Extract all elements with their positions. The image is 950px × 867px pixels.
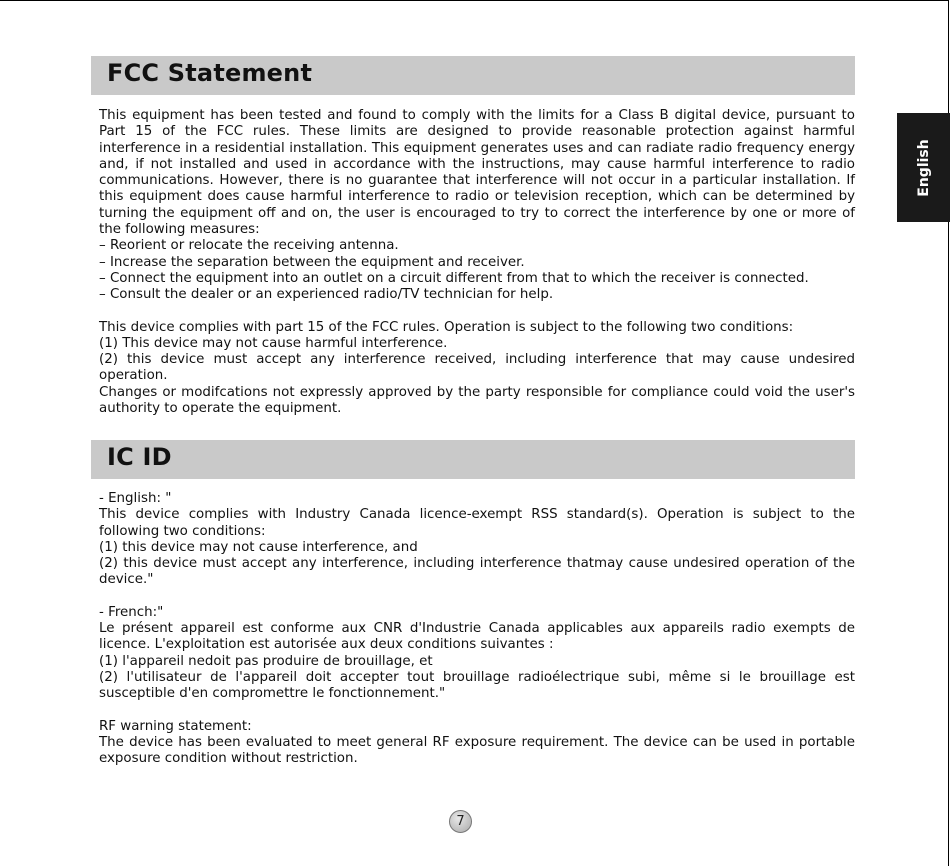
ic-english-text: This device complies with Industry Canada licence-exempt RSS standard(s). Operation is subject to the following two conditions: <box>99 507 855 539</box>
fcc-section-header <box>91 56 855 95</box>
ic-french-condition-2: (2) l'utilisateur de l'appareil doit accepter tout brouillage radioélectrique subi, même si le brouillage est susceptible d'en compromettre le fonctionnement." <box>99 669 855 702</box>
ic-english-condition-1: (1) this device may not cause interference, and <box>99 539 418 555</box>
fcc-paragraph-1: This equipment has been tested and found to comply with the limits for a Class B digital device, pursuant to Part 15 of the FCC rules. These limits are designed to provide reasonable protection against harmful interference in a residential installation. This equipment generates uses and can radiate radio frequency energy and, if not installed and used in accordance with the instructions, may cause harmful interference to radio communications. However, there is no guarantee that interference will not occur in a particular installation. If this equipment does cause harmful interference to radio or television reception, which can be determined by turning the equipment off and on, the user is encouraged to try to correct the interference by one or more of the following measures: <box>99 108 855 238</box>
ic-english-condition-2: (2) this device must accept any interference, including interference thatmay cause undesired operation of the device." <box>99 556 855 588</box>
fcc-body <box>99 108 855 417</box>
rf-warning-title: RF warning statement: <box>99 718 252 734</box>
fcc-condition-2: (2) this device must accept any interference received, including interference that may cause undesired operation. <box>99 352 855 384</box>
ic-title: IC ID <box>107 443 172 471</box>
language-tab-label: English <box>915 138 932 197</box>
fcc-measure-1: – Reorient or relocate the receiving antenna. <box>99 238 399 254</box>
ic-body <box>99 491 855 767</box>
fcc-title: FCC Statement <box>107 59 313 87</box>
ic-english-label: - English: " <box>99 491 172 506</box>
ic-french-text: Le présent appareil est conforme aux CNR d'Industrie Canada applicables aux appareils radio exempts de licence. L'exploitation est autorisée aux deux conditions suivantes : <box>99 621 855 653</box>
ic-french-label: - French:" <box>99 604 164 620</box>
page-number: 7 <box>449 810 472 833</box>
fcc-changes-notice: Changes or modifcations not expressly approved by the party responsible for compliance could void the user's authority to operate the equipment. <box>99 384 855 417</box>
fcc-paragraph-2: This device complies with part 15 of the FCC rules. Operation is subject to the following two conditions: <box>99 319 794 335</box>
ic-section-header <box>91 440 855 479</box>
fcc-condition-1: (1) This device may not cause harmful interference. <box>99 335 448 351</box>
rf-warning-text: The device has been evaluated to meet general RF exposure requirement. The device can be used in portable exposure condition without restriction. <box>99 734 855 767</box>
fcc-measure-2: – Increase the separation between the equipment and receiver. <box>99 254 525 270</box>
language-tab <box>897 113 950 222</box>
fcc-measure-3: – Connect the equipment into an outlet on a circuit different from that to which the receiver is connected. <box>99 270 809 286</box>
ic-french-condition-1: (1) l'appareil nedoit pas produire de brouillage, et <box>99 653 433 669</box>
fcc-measure-4: – Consult the dealer or an experienced radio/TV technician for help. <box>99 287 554 303</box>
